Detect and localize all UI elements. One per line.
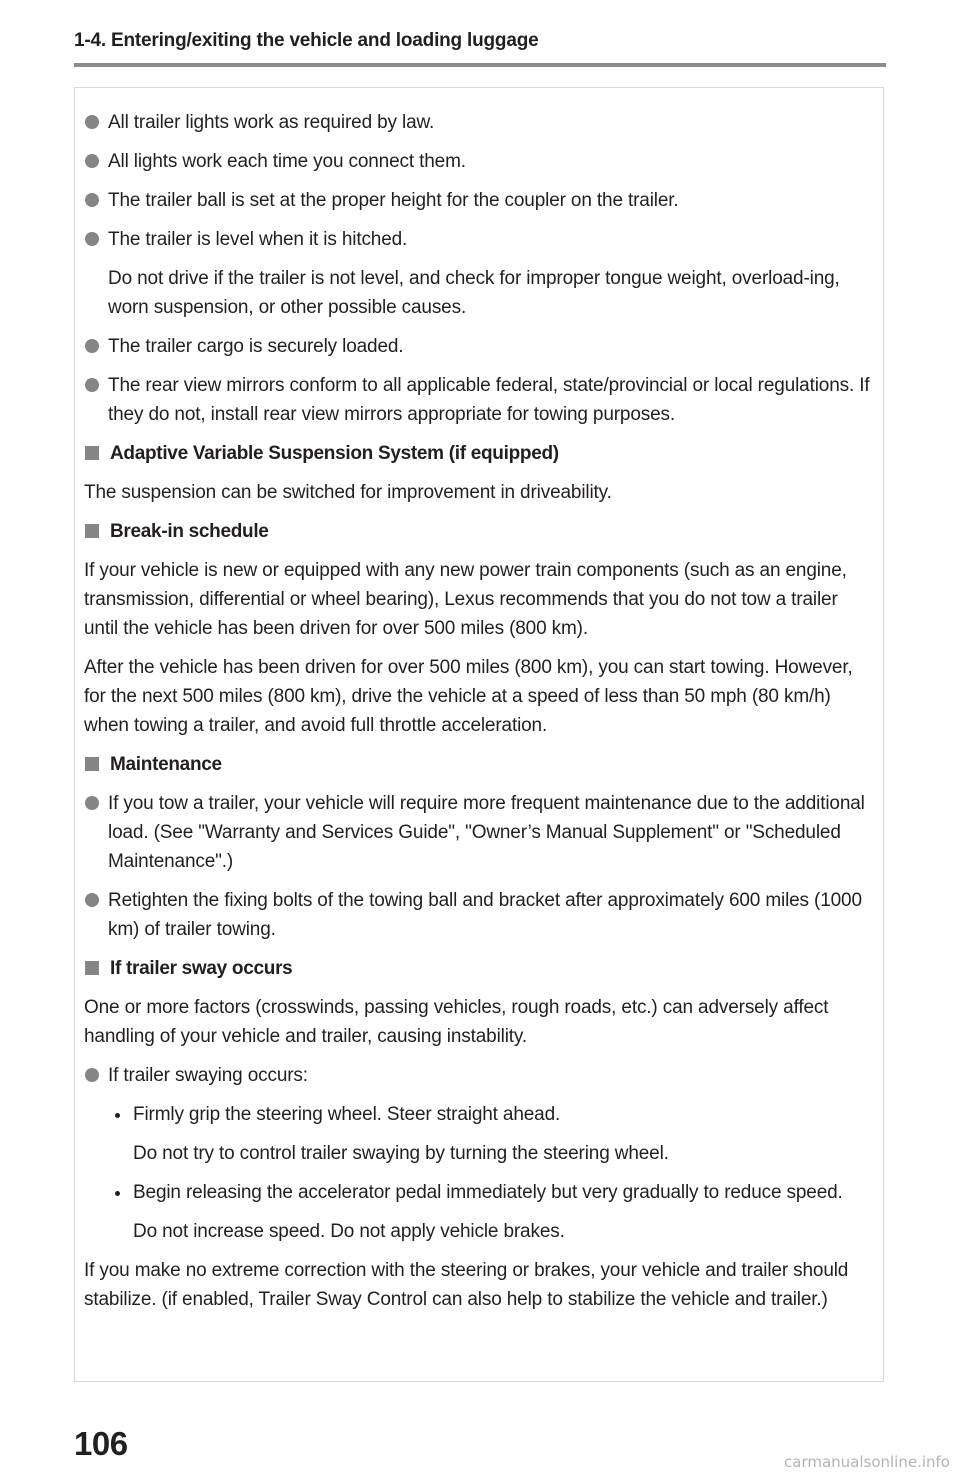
page-header-title: 1-4. Entering/exiting the vehicle and loading luggage <box>74 30 539 51</box>
bullet-item <box>84 147 874 176</box>
sub-list-text: Begin releasing the accelerator pedal immediately but very gradually to reduce speed. <box>133 1182 843 1203</box>
sub-list-item <box>84 1100 874 1129</box>
heading-square-icon <box>85 961 99 975</box>
bullet-dot-icon <box>85 893 99 907</box>
bullet-text: If trailer swaying occurs: <box>108 1065 308 1086</box>
bullet-item <box>84 108 874 137</box>
section-heading-sway <box>84 954 874 983</box>
heading-text: Adaptive Variable Suspension System (if equipped) <box>110 443 559 464</box>
breakin-paragraph-2: After the vehicle has been driven for over 500 miles (800 km), you can start towing. However, for the next 500 miles (800 km), drive the vehicle at a speed of less than 50 mph (80 km/h) when towing a trailer, and avoid full throttle acceleration. <box>84 657 853 736</box>
bullet-item <box>84 186 874 215</box>
small-dot-icon <box>115 1113 120 1118</box>
bullet-text: The trailer is level when it is hitched. <box>108 229 408 250</box>
bullet-text: The trailer cargo is securely loaded. <box>108 336 404 357</box>
heading-text: If trailer sway occurs <box>110 958 293 979</box>
bullet-text: The rear view mirrors conform to all applicable federal, state/provincial or local regulations. If they do not, install rear view mirrors appropriate for towing purposes. <box>108 375 870 425</box>
bullet-dot-icon <box>85 232 99 246</box>
section-heading-avs <box>84 439 874 468</box>
header-rule <box>74 63 886 67</box>
page-number: 106 <box>74 1425 128 1462</box>
bullet-dot-icon <box>85 154 99 168</box>
page-content <box>84 108 874 1324</box>
sway-closing: If you make no extreme correction with the steering or brakes, your vehicle and trailer should stabilize. (if enabled, Trailer Sway Control can also help to stabilize the vehicle and trailer.) <box>84 1260 849 1310</box>
bullet-text: If you tow a trailer, your vehicle will require more frequent maintenance due to the additional load. (See "Warranty and Services Guide", "Owner’s Manual Supplement" or "Scheduled Maintenance".) <box>108 793 865 872</box>
bullet-item <box>84 789 874 876</box>
section-heading-maintenance <box>84 750 874 779</box>
watermark: carmanualsonline.info <box>784 1453 950 1471</box>
bullet-text: All lights work each time you connect them. <box>108 151 466 172</box>
sub-list-text: Firmly grip the steering wheel. Steer straight ahead. <box>133 1104 561 1125</box>
sub-list-item <box>84 1178 874 1207</box>
breakin-paragraph-1: If your vehicle is new or equipped with any new power train components (such as an engine, transmission, differential or wheel bearing), Lexus recommends that you do not tow a trailer until the vehicle has been driven for over 500 miles (800 km). <box>84 560 847 639</box>
bullet-item <box>84 886 874 944</box>
bullet-text: The trailer ball is set at the proper height for the coupler on the trailer. <box>108 190 679 211</box>
section-heading-breakin <box>84 517 874 546</box>
heading-text: Maintenance <box>110 754 222 775</box>
bullet-dot-icon <box>85 193 99 207</box>
sub-list-note: Do not increase speed. Do not apply vehicle brakes. <box>133 1221 565 1242</box>
bullet-item <box>84 1061 874 1090</box>
bullet-item <box>84 332 874 361</box>
heading-square-icon <box>85 757 99 771</box>
level-note: Do not drive if the trailer is not level, and check for improper tongue weight, overload-ing, worn suspension, or other possible causes. <box>108 268 840 318</box>
bullet-dot-icon <box>85 796 99 810</box>
bullet-dot-icon <box>85 115 99 129</box>
avs-text: The suspension can be switched for improvement in driveability. <box>84 482 612 503</box>
small-dot-icon <box>115 1191 120 1196</box>
heading-square-icon <box>85 524 99 538</box>
heading-square-icon <box>85 446 99 460</box>
bullet-text: All trailer lights work as required by law. <box>108 112 435 133</box>
bullet-dot-icon <box>85 1068 99 1082</box>
sway-intro: One or more factors (crosswinds, passing vehicles, rough roads, etc.) can adversely affect handling of your vehicle and trailer, causing instability. <box>84 997 829 1047</box>
bullet-item <box>84 371 874 429</box>
bullet-dot-icon <box>85 339 99 353</box>
sub-list-note: Do not try to control trailer swaying by turning the steering wheel. <box>133 1143 669 1164</box>
bullet-text: Retighten the fixing bolts of the towing ball and bracket after approximately 600 miles (1000 km) of trailer towing. <box>108 890 862 940</box>
bullet-dot-icon <box>85 378 99 392</box>
bullet-item <box>84 225 874 254</box>
heading-text: Break-in schedule <box>110 521 269 542</box>
